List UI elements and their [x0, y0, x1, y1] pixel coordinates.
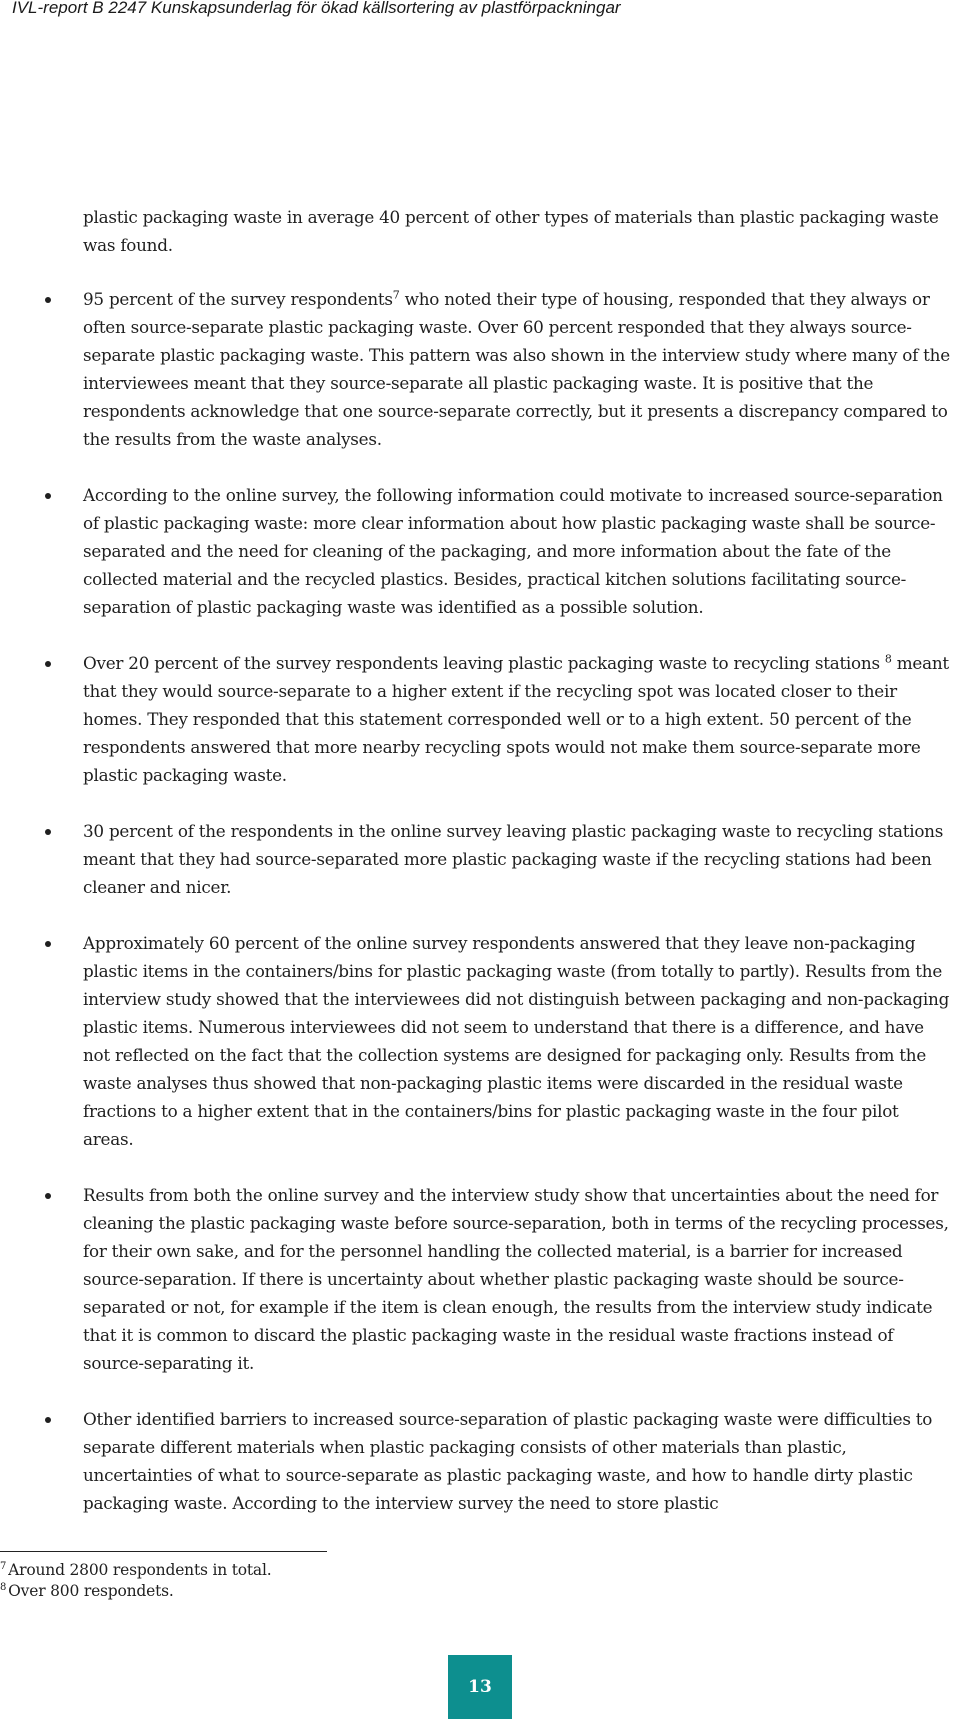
bullet-text: According to the online survey, the following information could motivate to increased source-separation of plastic packaging waste: more clear information about how plastic packaging waste shall be source-separated and the need for cleaning of the packaging, and more information about the fate of the collected material and the recycled plastics. Besides, practical kitchen solutions facilitating source-separation of plastic packaging waste was identified as a possible solution.: [83, 485, 943, 617]
footnote-8: [0, 1581, 271, 1602]
footnote-separator: [0, 1551, 327, 1552]
bullet-item-3: [83, 649, 953, 789]
bullet-icon: [45, 661, 51, 667]
footnote-number: 8: [0, 1581, 7, 1593]
bullet-item-4: [83, 817, 953, 901]
bullet-item-1: [83, 285, 953, 453]
bullet-icon: [45, 829, 51, 835]
page-number-badge: [448, 1655, 512, 1719]
running-header: IVL-report B 2247 Kunskapsunderlag för ökad källsortering av plastförpackningar: [12, 0, 621, 17]
bullet-text: Results from both the online survey and the interview study show that uncertainties about the need for cleaning the plastic packaging waste before source-separation, both in terms of the recycling processes, for their own sake, and for the personnel handling the collected material, is a barrier for increased source-separation. If there is uncertainty about whether plastic packaging waste should be source-separated or not, for example if the item is clean enough, the results from the interview study indicate that it is common to discard the plastic packaging waste in the residual waste fractions instead of source-separating it.: [83, 1185, 949, 1373]
bullet-item-6: [83, 1181, 953, 1377]
footnote-text: Around 2800 respondents in total.: [8, 1561, 272, 1579]
footnote-number: 7: [0, 1560, 7, 1572]
bullet-icon: [45, 493, 51, 499]
footnote-reference: 8: [884, 652, 892, 666]
bullet-text: 95 percent of the survey respondents$^7$ who noted their type of housing, responded that they always or often source-separate plastic packaging waste. Over 60 percent responded that they always source-separate plastic packaging waste. This pattern was also shown in the interview study where many of the interviewees meant that they source-separate all plastic packaging waste. It is positive that the respondents acknowledge that one source-separate correctly, but it presents a discrepancy compared to the results from the waste analyses.: [83, 288, 950, 449]
footnote-text: Over 800 respondets.: [8, 1582, 174, 1600]
bullet-text: Approximately 60 percent of the online survey respondents answered that they leave non-packaging plastic items in the containers/bins for plastic packaging waste (from totally to partly). Results from the interview study showed that the interviewees did not distinguish between packaging and non-packaging plastic items. Numerous interviewees did not seem to understand that there is a difference, and have not reflected on the fact that the collection systems are designed for packaging only. Results from the waste analyses thus showed that non-packaging plastic items were discarded in the residual waste fractions to a higher extent that in the containers/bins for plastic packaging waste in the four pilot areas.: [83, 933, 950, 1149]
footnote-reference: 7: [392, 288, 400, 302]
continuation-paragraph: plastic packaging waste in average 40 percent of other types of materials than plastic packaging waste was found.: [83, 207, 939, 255]
bullet-icon: [45, 941, 51, 947]
bullet-text: 30 percent of the respondents in the online survey leaving plastic packaging waste to recycling stations meant that they had source-separated more plastic packaging waste if the recycling stations had been cleaner and nicer.: [83, 821, 944, 897]
bullet-icon: [45, 297, 51, 303]
bullet-item-7: [83, 1405, 953, 1517]
bullet-item-2: [83, 481, 953, 621]
page-number: 13: [468, 1677, 492, 1697]
bullet-item-5: [83, 929, 953, 1153]
bullet-text: Over 20 percent of the survey respondents leaving plastic packaging waste to recycling stations $^8$ meant that they would source-separate to a higher extent if the recycling spot was located closer to their homes. They responded that this statement corresponded well or to a high extent. 50 percent of the respondents answered that more nearby recycling spots would not make them source-separate more plastic packaging waste.: [83, 652, 949, 785]
bullet-icon: [45, 1193, 51, 1199]
bullet-text: Other identified barriers to increased source-separation of plastic packaging waste were difficulties to separate different materials when plastic packaging consists of other materials than plastic, uncertainties of what to source-separate as plastic packaging waste, and how to handle dirty plastic packaging waste. According to the interview survey the need to store plastic: [83, 1409, 933, 1513]
footnote-7: [0, 1560, 271, 1581]
bullet-icon: [45, 1417, 51, 1423]
footnotes: [0, 1560, 271, 1602]
